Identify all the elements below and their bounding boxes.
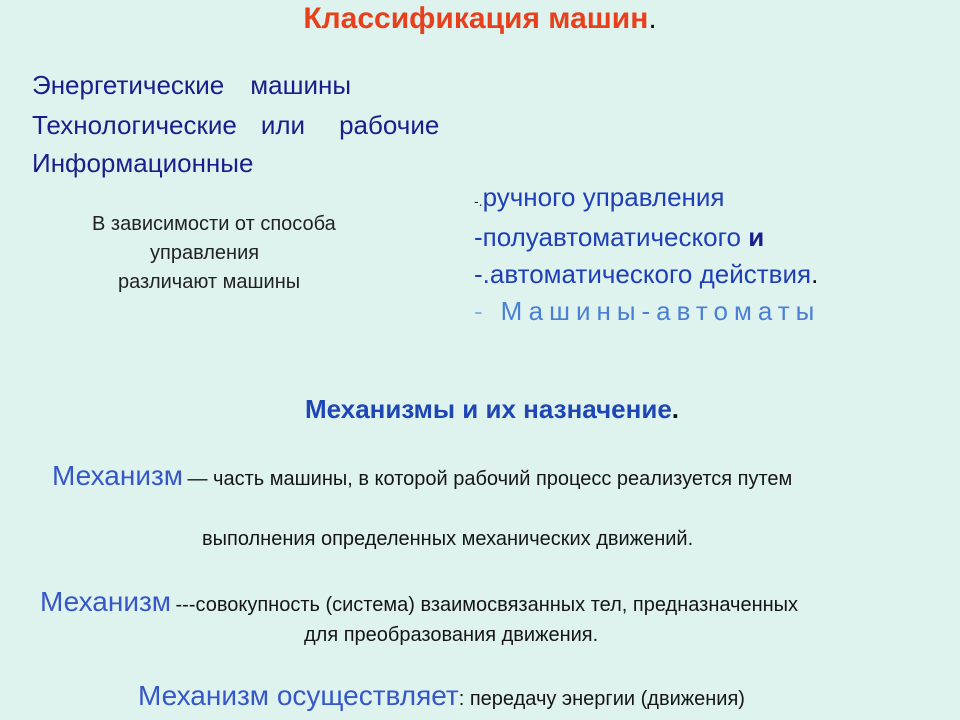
class-item-tech-word2: или: [260, 110, 306, 140]
definition-2-text-a: ---совокупность (система) взаимосвязанных тел, предназначенных: [175, 594, 799, 616]
definition-2-text-b: для преобразования движения.: [304, 624, 599, 646]
control-auto-punct: .: [811, 259, 819, 289]
control-manual-prefix: -.: [474, 193, 483, 209]
mechanism-definition-2: [40, 586, 798, 618]
mechanisms-heading: [0, 394, 960, 425]
class-item-energy-word1: Энергетические: [32, 70, 225, 100]
class-item-information: [32, 148, 253, 179]
control-automata: [474, 296, 820, 327]
class-item-tech-word1: Технологические: [32, 110, 237, 140]
class-item-technological: [32, 110, 439, 141]
definition-1-term: Механизм: [52, 460, 184, 491]
control-automata-dash: -: [474, 296, 483, 326]
dependence-line-3: различают машины: [118, 271, 301, 293]
control-automata-text: Машины-автоматы: [500, 296, 821, 326]
definition-3-text: : передачу энергии (движения): [458, 688, 745, 710]
mechanism-definition-1: [52, 460, 792, 492]
title-text: Классификация машин: [303, 2, 649, 35]
definition-3-term: Механизм осуществляет: [138, 680, 459, 711]
control-semi: [474, 222, 764, 253]
class-item-info-word1: Информационные: [32, 148, 254, 178]
control-manual-text: ручного управления: [482, 182, 725, 212]
control-auto: [474, 259, 818, 290]
class-item-energy-word2: машины: [250, 70, 352, 100]
mechanism-definition-3: [138, 680, 745, 712]
definition-2-term: Механизм: [40, 586, 172, 617]
slide-title: [0, 2, 960, 36]
mechanisms-heading-punct: .: [671, 394, 680, 424]
control-manual: [474, 182, 725, 213]
title-punct: .: [648, 2, 657, 35]
control-semi-text: -полуавтоматического: [474, 222, 741, 252]
definition-1-text-b: выполнения определенных механических движений.: [202, 528, 694, 550]
class-item-energy: [32, 70, 351, 101]
mechanisms-heading-text: Механизмы и их назначение: [304, 394, 672, 424]
dependence-line-2: управления: [150, 242, 260, 264]
control-auto-text: -.автоматического действия: [474, 259, 812, 289]
class-item-tech-word3: рабочие: [339, 110, 440, 140]
definition-1-text-a: — часть машины, в которой рабочий процесс реализуется путем: [187, 468, 793, 490]
control-semi-and: и: [748, 222, 765, 252]
dependence-line-1: В зависимости от способа: [92, 213, 336, 235]
